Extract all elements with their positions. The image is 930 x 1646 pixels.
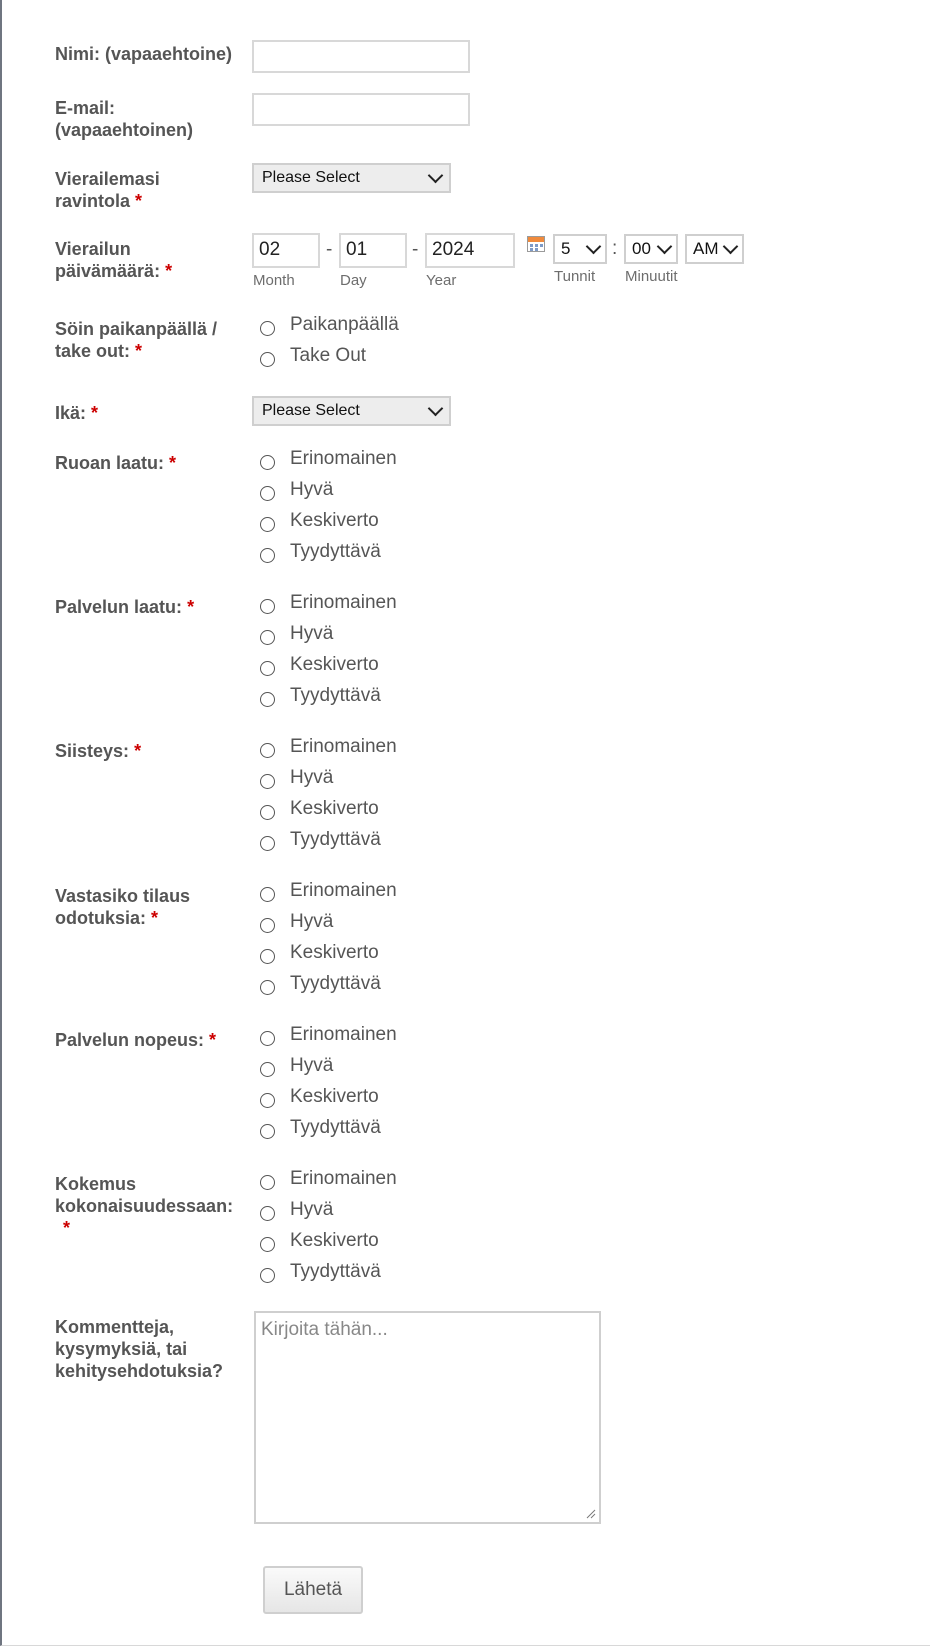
service-quality-option[interactable] xyxy=(260,623,333,645)
required-marker: * xyxy=(134,741,142,761)
food-quality-option[interactable] xyxy=(260,510,379,532)
overall-label: Kokemus kokonaisuudessaan: * xyxy=(55,1174,234,1238)
required-marker: * xyxy=(165,261,173,281)
order-expectation-option[interactable] xyxy=(260,911,333,933)
radio-label: Hyvä xyxy=(290,911,334,932)
resize-handle-icon[interactable] xyxy=(586,1509,596,1519)
required-marker: * xyxy=(135,191,143,211)
hour-select-value: 5 xyxy=(561,239,571,258)
radio-button[interactable] xyxy=(260,548,275,563)
radio-button[interactable] xyxy=(260,1031,275,1046)
name-label: Nimi: (vapaaehtoine) xyxy=(55,44,233,64)
radio-button[interactable] xyxy=(260,743,275,758)
radio-button[interactable] xyxy=(260,321,275,336)
radio-label: Erinomainen xyxy=(290,736,397,757)
radio-button[interactable] xyxy=(260,774,275,789)
year-input[interactable]: 2024 xyxy=(425,233,515,268)
month-input[interactable]: 02 xyxy=(252,233,320,268)
radio-button[interactable] xyxy=(260,692,275,707)
radio-label: Erinomainen xyxy=(290,1168,397,1189)
radio-button[interactable] xyxy=(260,455,275,470)
radio-button[interactable] xyxy=(260,486,275,501)
overall-option[interactable] xyxy=(260,1261,381,1283)
chevron-down-icon xyxy=(657,239,673,255)
radio-label: Erinomainen xyxy=(290,592,397,613)
radio-button[interactable] xyxy=(260,1206,275,1221)
radio-label: Take Out xyxy=(290,345,367,366)
service-quality-label: Palvelun laatu: * xyxy=(55,597,195,617)
radio-button[interactable] xyxy=(260,630,275,645)
email-input[interactable] xyxy=(252,93,470,126)
hour-sublabel: Tunnit xyxy=(554,268,596,285)
service-quality-option[interactable] xyxy=(260,654,379,676)
radio-button[interactable] xyxy=(260,517,275,532)
comments-placeholder: Kirjoita tähän... xyxy=(261,1319,388,1340)
visit-date-label: Vierailun päivämäärä: * xyxy=(55,239,173,281)
radio-option-take-out[interactable] xyxy=(260,345,366,367)
service-speed-option[interactable] xyxy=(260,1117,381,1139)
radio-label: Hyvä xyxy=(290,479,334,500)
order-expectation-option[interactable] xyxy=(260,880,397,902)
cleanliness-option[interactable] xyxy=(260,736,397,758)
radio-label: Tyydyttävä xyxy=(290,541,381,562)
chevron-down-icon xyxy=(428,401,444,417)
required-marker: * xyxy=(187,597,195,617)
radio-label: Hyvä xyxy=(290,623,334,644)
radio-label: Keskiverto xyxy=(290,798,379,819)
radio-label: Keskiverto xyxy=(290,942,379,963)
minute-sublabel: Minuutit xyxy=(625,268,678,285)
restaurant-select-value: Please Select xyxy=(262,169,360,186)
radio-button[interactable] xyxy=(260,1124,275,1139)
radio-label: Hyvä xyxy=(290,1055,334,1076)
required-marker: * xyxy=(63,1218,71,1238)
age-select[interactable] xyxy=(252,396,451,426)
year-sublabel: Year xyxy=(426,272,457,289)
radio-label: Keskiverto xyxy=(290,654,379,675)
service-speed-option[interactable] xyxy=(260,1086,379,1108)
food-quality-label: Ruoan laatu: * xyxy=(55,453,177,473)
radio-label: Tyydyttävä xyxy=(290,1261,381,1282)
minute-select[interactable] xyxy=(624,234,678,264)
overall-option[interactable] xyxy=(260,1199,333,1221)
required-marker: * xyxy=(151,908,159,928)
chevron-down-icon xyxy=(586,239,602,255)
food-quality-option[interactable] xyxy=(260,479,333,501)
radio-label: Hyvä xyxy=(290,767,334,788)
overall-option[interactable] xyxy=(260,1168,397,1190)
day-input[interactable]: 01 xyxy=(339,233,407,268)
email-label: E-mail: (vapaaehtoinen) xyxy=(55,98,194,140)
radio-label: Hyvä xyxy=(290,1199,334,1220)
radio-label: Erinomainen xyxy=(290,1024,397,1045)
radio-option-dine-in[interactable] xyxy=(260,314,399,336)
food-quality-option[interactable] xyxy=(260,541,381,563)
restaurant-label: Vierailemasi ravintola * xyxy=(55,169,160,211)
radio-label: Erinomainen xyxy=(290,448,397,469)
cleanliness-option[interactable] xyxy=(260,829,381,851)
radio-button[interactable] xyxy=(260,949,275,964)
cleanliness-label: Siisteys: * xyxy=(55,741,142,761)
radio-label: Paikanpäällä xyxy=(290,314,399,335)
comments-label: Kommentteja, kysymyksiä, tai kehitysehdotuksia? xyxy=(55,1317,224,1381)
time-separator: : xyxy=(612,238,618,259)
service-quality-option[interactable] xyxy=(260,685,381,707)
radio-label: Tyydyttävä xyxy=(290,685,381,706)
comments-textarea[interactable] xyxy=(254,1311,601,1524)
required-marker: * xyxy=(135,341,143,361)
radio-label: Keskiverto xyxy=(290,1230,379,1251)
cleanliness-option[interactable] xyxy=(260,767,333,789)
radio-button[interactable] xyxy=(260,1062,275,1077)
radio-button[interactable] xyxy=(260,661,275,676)
date-separator: - xyxy=(412,239,419,260)
service-speed-option[interactable] xyxy=(260,1055,333,1077)
cleanliness-option[interactable] xyxy=(260,798,379,820)
required-marker: * xyxy=(209,1030,217,1050)
hour-select[interactable] xyxy=(553,234,607,264)
radio-button[interactable] xyxy=(260,1175,275,1190)
age-label: Ikä: * xyxy=(55,403,99,423)
restaurant-select[interactable] xyxy=(252,163,451,193)
service-speed-label: Palvelun nopeus: * xyxy=(55,1030,217,1050)
order-expectation-option[interactable] xyxy=(260,942,379,964)
age-select-value: Please Select xyxy=(262,402,360,419)
radio-label: Tyydyttävä xyxy=(290,1117,381,1138)
chevron-down-icon xyxy=(723,239,739,255)
radio-button[interactable] xyxy=(260,918,275,933)
month-sublabel: Month xyxy=(253,272,295,289)
required-marker: * xyxy=(169,453,177,473)
overall-option[interactable] xyxy=(260,1230,379,1252)
radio-label: Erinomainen xyxy=(290,880,397,901)
date-separator: - xyxy=(326,239,333,260)
radio-button[interactable] xyxy=(260,1093,275,1108)
radio-button[interactable] xyxy=(260,599,275,614)
day-sublabel: Day xyxy=(340,272,367,289)
radio-button[interactable] xyxy=(260,1268,275,1283)
radio-button[interactable] xyxy=(260,805,275,820)
order-expectation-label: Vastasiko tilaus odotuksia: * xyxy=(55,886,191,928)
radio-button[interactable] xyxy=(260,1237,275,1252)
radio-button[interactable] xyxy=(260,352,275,367)
chevron-down-icon xyxy=(428,168,444,184)
radio-label: Tyydyttävä xyxy=(290,973,381,994)
radio-button[interactable] xyxy=(260,887,275,902)
radio-label: Tyydyttävä xyxy=(290,829,381,850)
ampm-select[interactable] xyxy=(685,234,744,264)
minute-select-value: 00 xyxy=(632,239,651,258)
dine-mode-label: Söin paikanpäällä / take out: * xyxy=(55,319,218,361)
radio-label: Keskiverto xyxy=(290,1086,379,1107)
radio-label: Keskiverto xyxy=(290,510,379,531)
service-speed-option[interactable] xyxy=(260,1024,397,1046)
submit-button[interactable]: Lähetä xyxy=(263,1566,363,1614)
service-quality-option[interactable] xyxy=(260,592,397,614)
calendar-icon[interactable] xyxy=(527,236,545,252)
order-expectation-option[interactable] xyxy=(260,973,381,995)
required-marker: * xyxy=(91,403,99,423)
radio-button[interactable] xyxy=(260,980,275,995)
ampm-select-value: AM xyxy=(693,239,719,258)
name-input[interactable] xyxy=(252,40,470,73)
radio-button[interactable] xyxy=(260,836,275,851)
food-quality-option[interactable] xyxy=(260,448,397,470)
